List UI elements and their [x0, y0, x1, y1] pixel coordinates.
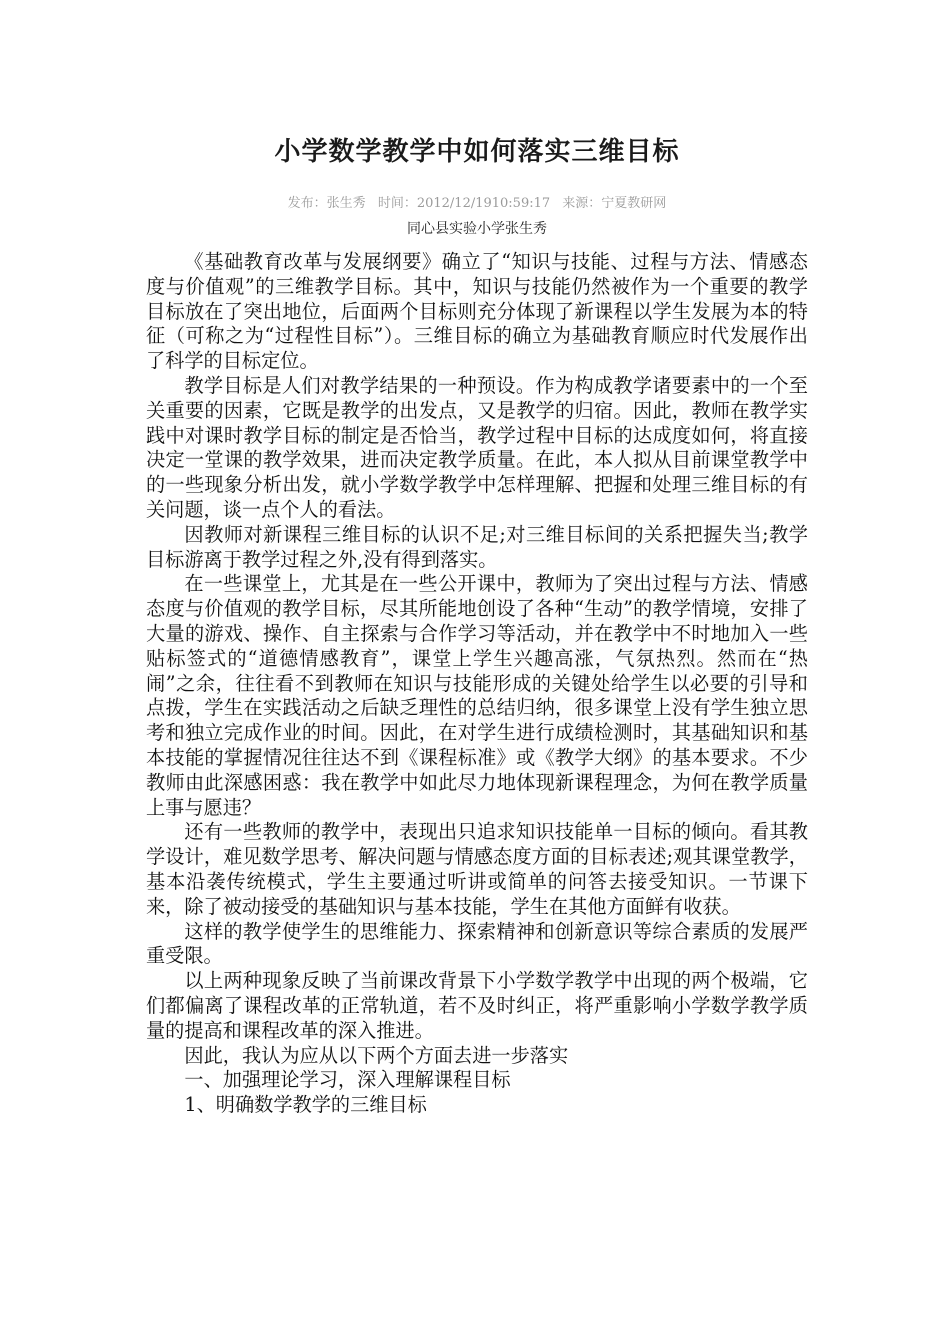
author-line: 同心县实验小学张生秀 — [407, 221, 547, 237]
meta-source: 来源：宁夏教研网 — [562, 196, 667, 211]
article-meta — [146, 194, 808, 214]
paragraph: 在一些课堂上，尤其是在一些公开课中，教师为了突出过程与方法、情感态度与价值观的教学目标，尽其所能地创设了各种“生动”的教学情境，安排了大量的游戏、操作、自主探索与合作学习等活动，并在教学中不时地加入一些贴标签式的“道德情感教育”，课堂上学生兴趣高涨，气氛热烈。然而在“热闹”之余，往往看不到教师在知识与技能形成的关键处给学生以必要的引导和点拨，学生在实践活动之后缺乏理性的总结归纳，很多课堂上没有学生独立思考和独立完成作业的时间。因此，在对学生进行成绩检测时，其基础知识和基本技能的掌握情况往往达不到《课程标准》或《教学大纲》的基本要求。不少教师由此深感困惑：我在教学中如此尽力地体现新课程理念，为何在教学质量上事与愿违？ — [146, 572, 808, 819]
meta-publish: 发布：张生秀 — [287, 196, 366, 211]
article-body — [146, 250, 808, 1118]
article-title: 小学数学教学中如何落实三维目标 — [274, 137, 680, 167]
paragraph: 因此，我认为应从以下两个方面去进一步落实 — [184, 1043, 569, 1067]
paragraph: 因教师对新课程三维目标的认识不足;对三维目标间的关系把握失当;教学目标游离于教学过程之外,没有得到落实。 — [146, 522, 808, 571]
paragraph: 这样的教学使学生的思维能力、探索精神和创新意识等综合素质的发展严重受限。 — [146, 919, 808, 968]
paragraph: 以上两种现象反映了当前课改背景下小学数学教学中出现的两个极端，它们都偏离了课程改革的正常轨道，若不及时纠正，将严重影响小学数学教学质量的提高和课程改革的深入推进。 — [146, 969, 808, 1042]
subsection-heading: 1、明确数学教学的三维目标 — [184, 1093, 427, 1117]
paragraph: 教学目标是人们对教学结果的一种预设。作为构成教学诸要素中的一个至关重要的因素，它既是教学的出发点，又是教学的归宿。因此，教师在教学实践中对课时教学目标的制定是否恰当，教学过程中目标的达成度如何，将直接决定一堂课的教学效果，进而决定教学质量。在此，本人拟从目前课堂教学中的一些现象分析出发，就小学数学教学中怎样理解、把握和处理三维目标的有关问题，谈一点个人的看法。 — [146, 373, 808, 521]
section-heading: 一、加强理论学习，深入理解课程目标 — [184, 1068, 511, 1092]
paragraph: 还有一些教师的教学中，表现出只追求知识技能单一目标的倾向。看其教学设计，难见数学思考、解决问题与情感态度方面的目标表述;观其课堂教学，基本沿袭传统模式，学生主要通过听讲或简单的问答去接受知识。一节课下来，除了被动接受的基础知识与基本技能，学生在其他方面鲜有收获。 — [146, 820, 808, 918]
meta-time: 时间：2012/12/1910:59:17 — [377, 196, 551, 211]
paragraph: 《基础教育改革与发展纲要》确立了“知识与技能、过程与方法、情感态度与价值观”的三维教学目标。其中，知识与技能仍然被作为一个重要的教学目标放在了突出地位，后面两个目标则充分体现了新课程以学生发展为本的特征（可称之为“过程性目标”）。三维目标的确立为基础教育顺应时代发展作出了科学的目标定位。 — [146, 250, 808, 373]
